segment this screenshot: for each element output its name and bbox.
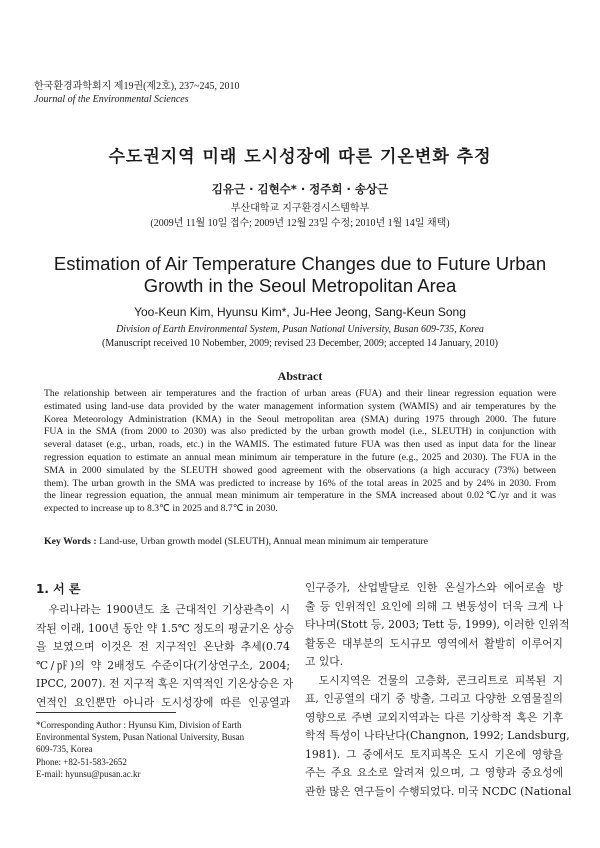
corresponding-author-footnote [36,719,296,780]
footnote-divider [36,712,176,713]
abstract-line: estimated using land-use data provided by the water management information system (WAMIS) and air temperatures by the [44,400,556,412]
right-column [305,579,572,801]
abstract-line: expected to increase up to 8.3℃ in 2025 and 8.7℃ in 2030. [44,503,278,515]
footnote-line: 609-735, Korea [36,744,93,755]
dates-english: (Manuscript received 10 Nobember, 2009; revised 23 December, 2009; accepted 14 January, 2010) [102,338,498,349]
body-line: ℃/㎊)의 약 2배정도 수준이다(기상연구소, 2004; [36,658,290,672]
body-line: 연적인 요인뿐만 아니라 도시성장에 따른 인공열과 [36,695,290,709]
abstract-line: them). The urban growth in the SMA was predicted to increase by 16% of the total areas in 2025 and by 24% in 2030. From [44,477,556,489]
body-line: 고 있다. [305,655,344,668]
abstract-line: The relationship between air temperatures and the fraction of urban areas (FUA) and their linear regression equation were [44,388,556,399]
body-line: 활동은 대부분의 도시규모 영역에서 활발히 이루어지 [305,636,563,650]
body-line: 을 보였으며 이것은 전 지구적인 온난화 추세(0.74 [36,640,290,653]
footnote-line: Environmental System, Pusan National University, Busan [36,732,245,743]
journal-volume-line: 한국환경과학회지 제19권(제2호), 237~245, 2010 [34,81,240,92]
body-line: 영향으로 주변 교외지역과는 다른 기상학적 혹은 기후 [305,710,563,724]
body-line: 인구증가, 산업발달로 인한 온실가스와 에어로솔 방 [305,581,563,594]
body-line: 타나며(Stott 등, 2003; Tett 등, 1999), 이러한 인위적 [305,618,570,631]
body-line: 학적 특성이 나타난다(Changnon, 1992; Landsburg, [305,729,570,742]
body-line: 1981). 그 중에서도 토지피복은 도시 기온에 영향을 [305,747,563,761]
journal-header [34,80,240,106]
footnote-phone: Phone: +82-51-583-2652 [36,756,127,767]
body-line: 표, 인공열의 대기 중 방출, 그리고 다양한 오염물질의 [305,692,563,705]
title-english-line-2: Growth in the Seoul Metropolitan Area [143,275,457,296]
abstract-heading: Abstract [277,369,323,383]
dates-korean: (2009년 11월 10일 접수; 2009년 12월 23일 수정; 2010년 1월 14일 채택) [150,218,450,229]
body-line: IPCC, 2007). 전 지구적 혹은 지역적인 기온상승은 자 [36,677,294,690]
body-line: 관한 많은 연구들이 수행되었다. 미국 NCDC (National [305,784,572,798]
title-korean: 수도권지역 미래 도시성장에 따른 기온변화 추정 [108,147,492,167]
footnote-email: E-mail: hyunsu@pusan.ac.kr [36,768,141,779]
journal-name: Journal of the Environmental Sciences [34,94,189,105]
abstract-line: the linear regression equation, the annual mean minimum air temperature in the SMA increased about 0.02℃/yr and it was [44,490,556,502]
authors-english: Yoo-Keun Kim, Hyunsu Kim*, Ju-Hee Jeong, Sang-Keun Song [134,305,466,319]
footnote-line: *Corresponding Author : Hyunsu Kim, Division of Earth [36,720,242,730]
section-title-introduction: 1. 서 론 [36,582,81,596]
left-column [36,601,295,712]
title-english-line-1: Estimation of Air Temperature Changes due to Future Urban [53,253,547,274]
body-line: 주는 주요 요소로 알려져 있으며, 그 영향과 중요성에 [305,766,563,779]
affiliation-english: Division of Earth Environmental System, Pusan National University, Busan 609-735, Korea [116,324,484,335]
keywords-label: Key Words : [44,536,97,547]
authors-korean: 김유근 · 김현수* · 정주희 · 송상근 [211,182,389,196]
body-line: 작된 이래, 100년 동안 약 1.5℃ 정도의 평균기온 상승 [36,621,295,635]
abstract-line: FUA in the SMA (from 2000 to 2030) was also predicted by the urban growth model (i.e., SLEUTH) in conjunction with [44,426,556,438]
abstract-line: several dataset (e.g., urban, roads, etc.) in the WAMIS. The estimated future FUA was then used as input data for the linear [44,439,556,451]
abstract-line: Korea Meteorology Administration (KMA) in the Seoul metropolitan area (SMA) during 1975 through 2000. The future [44,413,556,425]
keywords [44,536,564,547]
body-line: 출 등 인위적인 요인에 의해 그 변동성이 더욱 크게 나 [305,599,563,613]
abstract-line: regression equation to estimate an annual mean minimum air temperature in the future (e.g., 2025 and 2030). The FUA in the [44,451,556,463]
title-english [0,253,600,297]
body-line: 도시지역은 건물의 고층화, 콘크리트로 피복된 지 [305,673,563,687]
abstract-line: SMA in 2000 simulated by the SLEUTH showed good agreement with the observations (a high accuracy (73%) between [44,464,556,476]
keywords-text: Land-use, Urban growth model (SLEUTH), Annual mean minimum air temperature [99,536,429,547]
affiliation-korean: 부산대학교 지구환경시스템학부 [230,203,370,214]
body-line: 우리나라는 1900년도 초 근대적인 기상관측이 시 [36,603,290,616]
abstract-body [44,388,556,516]
